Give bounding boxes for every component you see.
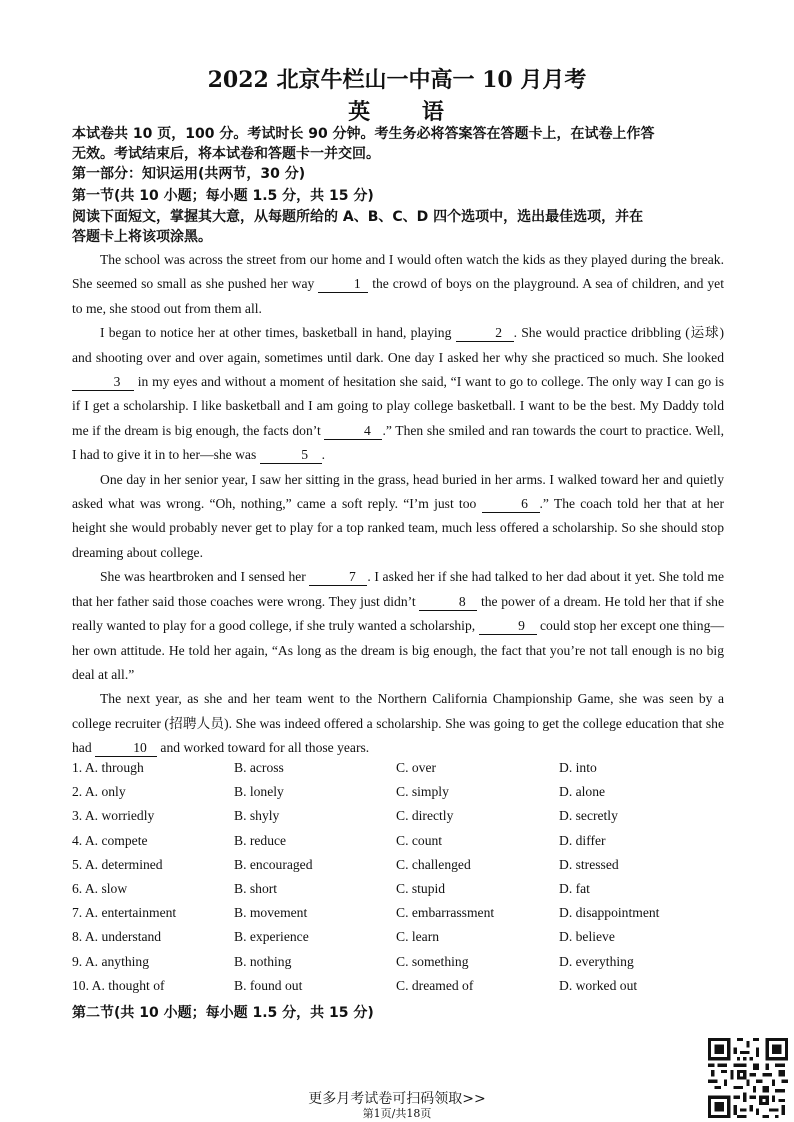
blank-5: 5 xyxy=(260,447,322,464)
passage-text: She was heartbroken and I sensed her xyxy=(100,569,310,585)
option-b[interactable]: B. encouraged xyxy=(234,856,313,872)
option-row xyxy=(72,833,732,857)
passage-text: .” The coach told her that at her height she would probably never get to play for a top ranked team, much less offered a scholarship. So she should stop dreaming about college. xyxy=(72,496,724,560)
passage-text: the crowd of boys on the playground. A sea of children, and yet to me, she stood out from them all. xyxy=(72,276,724,316)
instructions-line-1: 本试卷共 10 页，100 分。考试时长 90 分钟。考生务必将答案答在答题卡上，在试卷上作答 xyxy=(72,126,655,142)
option-b[interactable]: B. across xyxy=(234,760,284,775)
option-d[interactable]: D. differ xyxy=(559,832,606,848)
option-row xyxy=(72,760,732,784)
option-row xyxy=(72,929,732,953)
option-a[interactable]: 9. A. anything xyxy=(72,953,150,969)
option-row xyxy=(72,784,732,808)
option-b[interactable]: B. nothing xyxy=(234,953,292,969)
option-c[interactable]: C. challenged xyxy=(396,856,471,872)
option-a[interactable]: 2. A. only xyxy=(72,784,126,800)
option-c[interactable]: C. stupid xyxy=(396,880,446,896)
part-one-heading: 第一部分：知识运用(共两节，30 分) xyxy=(72,166,306,182)
option-row xyxy=(72,808,732,832)
option-b[interactable]: B. lonely xyxy=(234,784,284,800)
blank-1: 1 xyxy=(318,276,368,293)
option-b[interactable]: B. shyly xyxy=(234,808,280,824)
answer-options xyxy=(72,760,732,1002)
option-a[interactable]: 3. A. worriedly xyxy=(72,808,155,824)
option-a[interactable]: 8. A. understand xyxy=(72,929,162,945)
blank-7: 7 xyxy=(309,569,367,586)
option-d[interactable]: D. into xyxy=(559,760,597,775)
instructions-line-2: 无效。考试结束后，将本试卷和答题卡一并交回。 xyxy=(72,146,380,162)
option-b[interactable]: B. short xyxy=(234,880,278,896)
passage-text: the power of a dream. He told her that if she really wanted to play for a good college, if she truly wanted a scholarship, xyxy=(72,593,724,634)
passage-text: .” Then she smiled and ran towards the court to practice. Well, I had to give it in to her—she was xyxy=(72,422,724,463)
option-a[interactable]: 6. A. slow xyxy=(72,880,128,896)
option-d[interactable]: D. disappointment xyxy=(559,905,660,921)
paragraph-3 xyxy=(72,468,724,566)
passage-text: . I asked her if she had talked to her dad about it yet. She told me that her father said those coaches were wrong. They just didn’t xyxy=(72,569,724,609)
option-d[interactable]: D. stressed xyxy=(559,856,619,872)
paragraph-4 xyxy=(72,565,724,687)
directions-line-1: 阅读下面短文，掌握其大意，从每题所给的 A、B、C、D 四个选项中，选出最佳选项，并在 xyxy=(72,209,644,225)
page-number: 第1页/共18页 xyxy=(362,1107,432,1120)
blank-9: 9 xyxy=(479,618,537,635)
option-a[interactable]: 5. A. determined xyxy=(72,856,163,872)
blank-4: 4 xyxy=(324,423,382,440)
exam-title: 2022 北京牛栏山一中高一 10 月月考 xyxy=(207,67,587,93)
passage-text: I began to notice her at other times, basketball in hand, playing xyxy=(100,325,456,341)
passage-text: One day in her senior year, I saw her sitting in the grass, head buried in her arms. I walked toward her and quietly asked what was wrong. “Oh, nothing,” came a soft reply. “I’m just too xyxy=(72,471,724,512)
option-b[interactable]: B. experience xyxy=(234,929,309,945)
paragraph-2 xyxy=(72,321,724,467)
scan-promo-text: 更多月考试卷可扫码领取>> xyxy=(308,1091,486,1107)
option-a[interactable]: 4. A. compete xyxy=(72,832,148,848)
passage-text: . xyxy=(321,447,326,463)
cloze-passage xyxy=(72,248,724,761)
section-one-heading: 第一节(共 10 小题；每小题 1.5 分，共 15 分) xyxy=(72,188,374,204)
option-row xyxy=(72,954,732,978)
passage-text: . She would practice dribbling (运球) and shooting over and over again, sometimes until dark. One day I asked her why she practiced so much. She looked xyxy=(72,325,724,365)
blank-2: 2 xyxy=(456,325,514,342)
option-row xyxy=(72,978,732,1002)
option-row xyxy=(72,881,732,905)
option-a[interactable]: 1. A. through xyxy=(72,760,144,775)
blank-3: 3 xyxy=(72,374,134,391)
option-d[interactable]: D. alone xyxy=(559,784,606,800)
blank-10: 10 xyxy=(95,740,157,757)
option-c[interactable]: C. dreamed of xyxy=(396,977,474,993)
option-c[interactable]: C. learn xyxy=(396,929,440,945)
option-c[interactable]: C. directly xyxy=(396,808,454,824)
option-c[interactable]: C. embarrassment xyxy=(396,905,495,921)
blank-6: 6 xyxy=(482,496,540,513)
passage-text: in my eyes and without a moment of hesitation she said, “I want to go to college. The only way I can go is if I get a scholarship. I like basketball and I am going to play college basketball. I want to be the best. My Daddy told me if the dream is big enough, the facts don’t xyxy=(72,374,724,438)
option-b[interactable]: B. reduce xyxy=(234,832,287,848)
subject-title: 英 语 xyxy=(348,99,446,125)
option-c[interactable]: C. something xyxy=(396,953,469,969)
option-c[interactable]: C. count xyxy=(396,832,443,848)
option-d[interactable]: D. secretly xyxy=(559,808,618,824)
paragraph-5 xyxy=(72,687,724,760)
option-d[interactable]: D. everything xyxy=(559,953,634,969)
paragraph-1 xyxy=(72,248,724,321)
passage-text: could stop her except one thing—her own attitude. He told her again, “As long as the dream is big enough, the fact that you’re not tall enough is no big deal at all.” xyxy=(72,618,724,682)
option-a[interactable]: 10. A. thought of xyxy=(72,977,165,993)
passage-text: The next year, as she and her team went to the Northern California Championship Game, she was seen by a college recruiter (招聘人员). She was indeed offered a scholarship. She was going to get the college education that she had xyxy=(72,691,724,756)
option-b[interactable]: B. movement xyxy=(234,905,308,921)
option-c[interactable]: C. over xyxy=(396,760,437,775)
option-b[interactable]: B. found out xyxy=(234,977,303,993)
option-d[interactable]: D. believe xyxy=(559,929,615,945)
section-two-heading: 第二节(共 10 小题；每小题 1.5 分，共 15 分) xyxy=(72,1005,374,1021)
option-row xyxy=(72,857,732,881)
option-a[interactable]: 7. A. entertainment xyxy=(72,905,177,921)
option-d[interactable]: D. fat xyxy=(559,880,590,896)
blank-8: 8 xyxy=(419,594,477,611)
option-c[interactable]: C. simply xyxy=(396,784,449,800)
passage-text: and worked toward for all those years. xyxy=(157,740,370,756)
option-row xyxy=(72,905,732,929)
passage-text: The school was across the street from our home and I would often watch the kids as they played during the break. She seemed so small as she pushed her way xyxy=(72,252,724,292)
option-d[interactable]: D. worked out xyxy=(559,977,638,993)
directions-line-2: 答题卡上将该项涂黑。 xyxy=(72,229,212,245)
